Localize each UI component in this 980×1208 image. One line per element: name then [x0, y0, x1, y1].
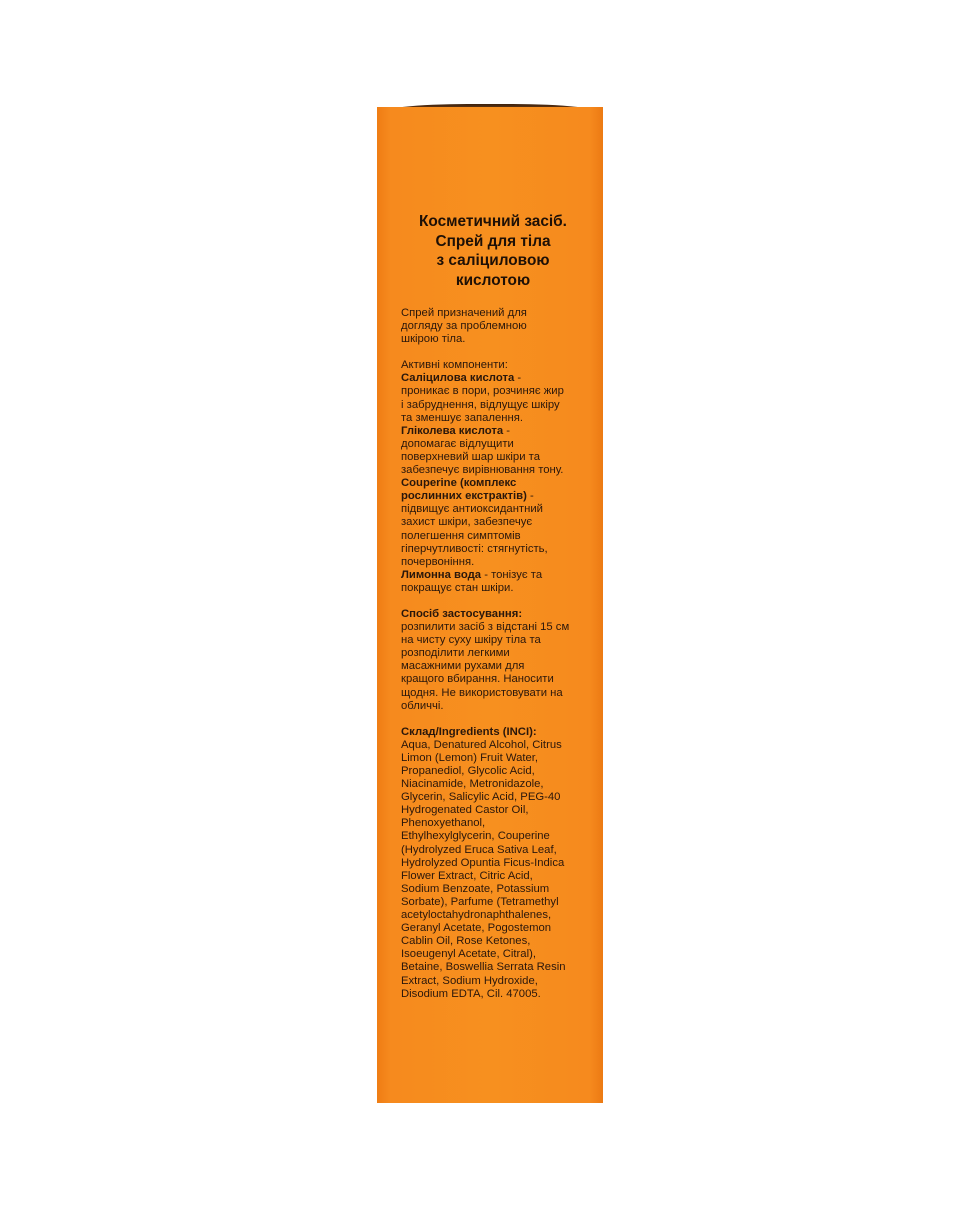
text-line: підвищує антиоксидантний — [401, 503, 543, 516]
ingredient-name: Гліколева кислота — [401, 424, 504, 437]
text-line: та зменшує запалення. — [401, 411, 524, 424]
usage-section — [401, 608, 585, 713]
couperine-entry-cont — [401, 490, 585, 503]
dash: - — [503, 424, 511, 437]
text-line: Niacinamide, Metronidazole, — [401, 778, 544, 791]
text-line: щодня. Не використовувати на — [401, 686, 563, 699]
text-line: Propanediol, Glycolic Acid, — [401, 765, 535, 777]
ingredients-heading: Склад/Ingredients (INCI): — [401, 725, 537, 738]
text-line: полегшення симптомів — [401, 529, 521, 542]
text-line: Cablin Oil, Rose Ketones, — [401, 935, 531, 948]
lemon-water-entry — [401, 569, 585, 582]
text-line: Hydrogenated Castor Oil, — [401, 804, 529, 817]
intro-paragraph — [401, 307, 585, 346]
text-line: на чисту суху шкіру тіла та — [401, 634, 541, 647]
text-line: проникає в пори, розчиняє жир — [401, 385, 564, 398]
text-line: почервоніння. — [401, 555, 475, 568]
ingredient-name: рослинних екстрактів) — [401, 490, 527, 503]
ingredients-section — [401, 726, 585, 1001]
text-line: Ethylhexylglycerin, Couperine — [401, 830, 550, 843]
active-components-heading: Активні компоненти: — [401, 359, 508, 372]
text-line: Extract, Sodium Hydroxide, — [401, 974, 538, 987]
text-line: Limon (Lemon) Fruit Water, — [401, 751, 539, 764]
text-line: Sorbate), Parfume (Tetramethyl — [401, 895, 559, 908]
text-line: розпилити засіб з відстані 15 см — [401, 621, 570, 634]
text-line: шкірою тіла. — [401, 333, 466, 346]
text-line: Betaine, Boswellia Serrata Resin — [401, 961, 566, 974]
label-text-panel — [401, 212, 585, 1014]
active-components-section — [401, 359, 585, 595]
text-line: Hydrolyzed Opuntia Ficus-Indica — [401, 856, 565, 869]
text-line: Glycerin, Salicylic Acid, PEG-40 — [401, 791, 561, 804]
text-line: догляду за проблемною — [401, 320, 527, 333]
glycolic-acid-entry — [401, 425, 585, 438]
title-line: кислотою — [455, 271, 531, 289]
title-line: Спрей для тіла — [435, 232, 551, 250]
ingredient-name: Саліцилова кислота — [401, 372, 515, 385]
text-line: обличчі. — [401, 699, 444, 712]
text-line: допомагає відлущити — [401, 437, 514, 450]
text-line: Phenoxyethanol, — [401, 817, 486, 830]
text-line: поверхневий шар шкіри та — [401, 450, 540, 463]
couperine-entry — [401, 477, 585, 490]
title-line: Косметичний засіб. — [419, 213, 567, 230]
dash: - — [514, 372, 522, 385]
text-line: гіперчутливості: стягнутість, — [401, 542, 548, 555]
text-line: acetyloctahydronaphthalenes, — [401, 909, 552, 922]
text-line: захист шкіри, забезпечує — [401, 516, 533, 529]
salicylic-acid-entry — [401, 372, 585, 385]
text-line: Aqua, Denatured Alcohol, Citrus — [401, 738, 562, 751]
text-line: забезпечує вирівнювання тону. — [401, 464, 564, 477]
text-line: покращує стан шкіри. — [401, 581, 514, 594]
text-line: масажними рухами для — [401, 660, 525, 673]
title-line: з саліциловою — [436, 252, 550, 269]
text-line: Geranyl Acetate, Pogostemon — [401, 922, 552, 935]
text-line: Sodium Benzoate, Potassium — [401, 882, 550, 895]
text-line: Flower Extract, Citric Acid, — [401, 869, 533, 882]
text-line: (Hydrolyzed Eruca Sativa Leaf, — [401, 843, 557, 856]
product-title — [401, 212, 585, 290]
usage-heading: Спосіб застосування: — [401, 607, 523, 620]
text-line: кращого вбирання. Наносити — [401, 673, 554, 686]
text-line: розподілити легкими — [401, 647, 510, 660]
text-line: Спрей призначений для — [401, 307, 527, 319]
ingredient-name: Лимонна вода — [401, 568, 482, 581]
dash: - — [526, 490, 534, 503]
text-line: і забруднення, відлущує шкіру — [401, 398, 560, 411]
text-line: Disodium EDTA, Cil. 47005. — [401, 987, 541, 1000]
ingredient-name: Couperine (комплекс — [401, 477, 517, 490]
text-line: Isoeugenyl Acetate, Citral), — [401, 948, 537, 961]
description: - тонізує та — [481, 568, 543, 581]
